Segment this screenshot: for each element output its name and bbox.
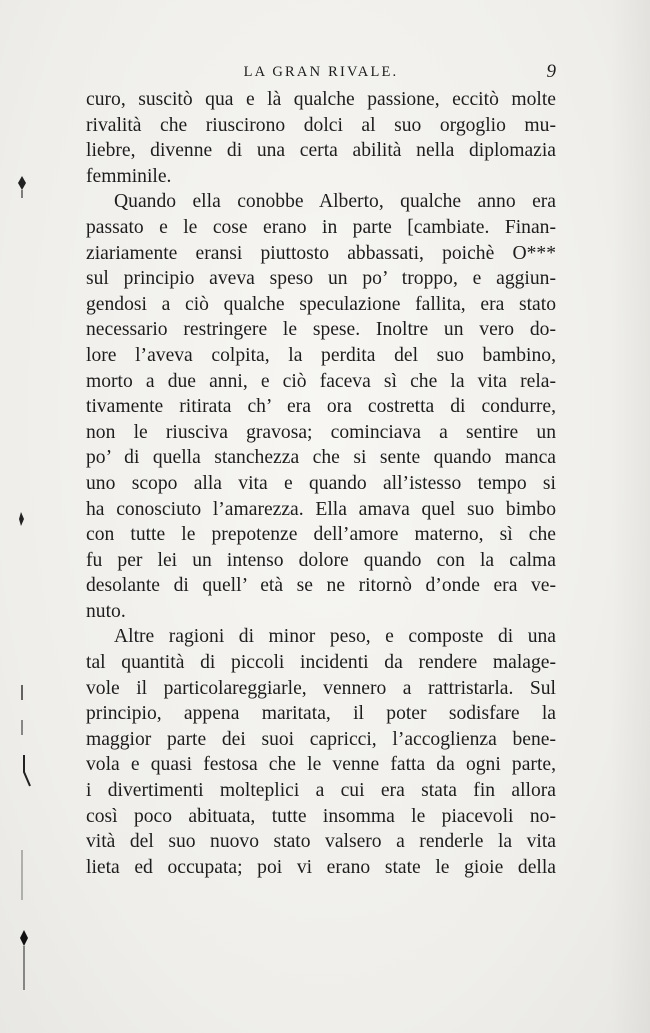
text-line: fu per lei un intenso dolore quando con la calma (86, 549, 556, 571)
text-line: lieta ed occupata; poi vi erano state le gioie della (86, 856, 556, 878)
text-line: con tutte le prepotenze dell’amore materno, sì che (86, 524, 556, 546)
text-line: ha conosciuto l’amarezza. Ella amava quel suo bimbo (86, 498, 556, 520)
text-line: rivalità che riuscirono dolci al suo orgoglio mu- (86, 114, 556, 136)
margin-scan-marks (0, 0, 60, 1033)
text-line: vità del suo nuovo stato valsero a renderle la vita (86, 831, 556, 853)
text-line: ziariamente eransi piuttosto abbassati, poichè O*** (86, 242, 556, 264)
text-line: tivamente ritirata ch’ era ora costretta di condurre, (86, 396, 556, 418)
margin-mark-diamond (18, 176, 26, 190)
text-line: principio, appena maritata, il poter sodisfare la (86, 703, 556, 725)
text-line: maggior parte dei suoi capricci, l’accoglienza bene- (86, 728, 556, 750)
text-line: vole il particolareggiarle, vennero a rattristarla. Sul (86, 677, 556, 699)
text-line: così poco abituata, tutte insomma le piacevoli no- (86, 805, 556, 827)
margin-mark-arrow (19, 512, 24, 526)
text-line: gendosi a ciò qualche speculazione fallita, era stato (86, 293, 556, 315)
margin-mark-hook (24, 755, 30, 786)
text-line: sul principio aveva speso un po’ troppo, e aggiun- (86, 268, 556, 290)
text-line: uno scopo alla vita e quando all’istesso tempo si (86, 472, 556, 494)
text-line: nuto. (86, 600, 126, 622)
scan-edge-shadow (610, 0, 650, 1033)
text-line: tal quantità di piccoli incidenti da rendere malage- (86, 652, 556, 674)
text-line: i divertimenti molteplici a cui era stata fin allora (86, 780, 556, 802)
text-line: desolante di quell’ età se ne ritornò d’onde era ve- (86, 575, 556, 597)
running-head (86, 60, 556, 84)
text-line: po’ di quella stanchezza che si sente quando manca (86, 447, 556, 469)
text-line: passato e le cose erano in parte [cambiate. Finan- (86, 216, 556, 238)
margin-mark-diamond (20, 930, 28, 946)
running-title: LA GRAN RIVALE. (243, 64, 399, 80)
text-line: curo, suscitò qua e là qualche passione, eccitò molte (86, 89, 556, 110)
text-line: non le riusciva gravosa; cominciava a sentire un (86, 421, 556, 443)
text-line: morto a due anni, e ciò faceva sì che la vita rela- (86, 370, 556, 392)
text-line: liebre, divenne di una certa abilità nella diplomazia (86, 140, 556, 162)
text-line: femminile. (86, 165, 172, 187)
text-line: Quando ella conobbe Alberto, qualche anno era (114, 191, 556, 213)
text-line: lore l’aveva colpita, la perdita del suo bambino, (86, 344, 556, 366)
text-line: Altre ragioni di minor peso, e composte di una (114, 626, 556, 648)
page-number: 9 (546, 61, 556, 82)
text-line: vola e quasi festosa che le venne fatta da ogni parte, (86, 754, 556, 776)
text-line: necessario restringere le spese. Inoltre un vero do- (86, 319, 556, 341)
body-text (86, 87, 556, 880)
